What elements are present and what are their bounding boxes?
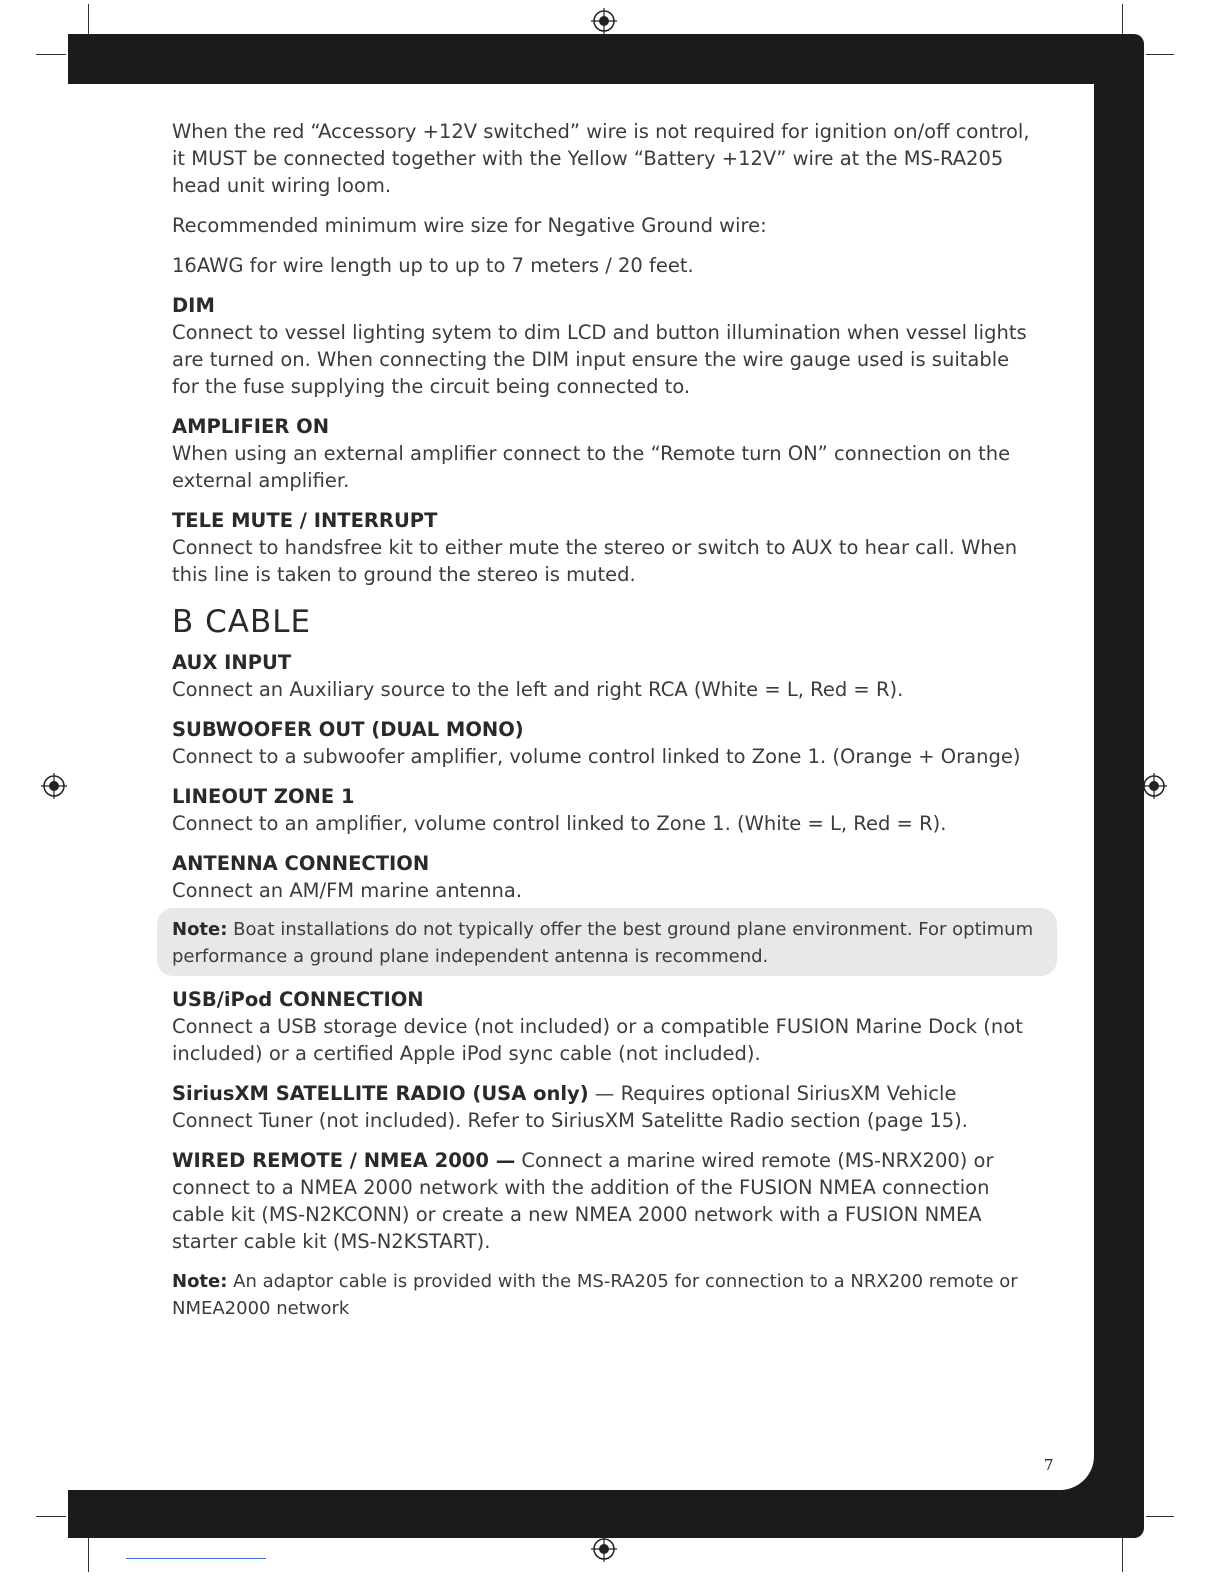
section-body: Connect a USB storage device (not included) or a compatible FUSION Marine Dock (not included) or a certified Apple iPod sync cable (not included). xyxy=(172,1015,1023,1065)
crop-mark xyxy=(36,54,66,55)
sirius-text: — Requires optional SiriusXM Vehicle Connect Tuner (not included). Refer to SiriusXM Satelitte Radio section (page 15). xyxy=(172,1082,968,1132)
section-body: When using an external amplifier connect to the “Remote turn ON” connection on the external amplifier. xyxy=(172,442,1011,492)
registration-mark-icon xyxy=(41,773,67,799)
b-cable-title: B CABLE xyxy=(172,604,312,640)
note-label: Note: xyxy=(172,1271,228,1292)
section-aux-input xyxy=(172,649,1042,703)
footer-rule xyxy=(126,1558,266,1559)
section-body: Connect to handsfree kit to either mute the stereo or switch to AUX to hear call. When this line is taken to ground the stereo is muted. xyxy=(172,536,1018,586)
wired-remote-heading: WIRED REMOTE / NMEA 2000 — xyxy=(172,1149,516,1172)
note-text: An adaptor cable is provided with the MS-RA205 for connection to a NRX200 remote or NMEA2000 network xyxy=(172,1271,1018,1319)
section-heading: AUX INPUT xyxy=(172,651,292,674)
section-heading: SUBWOOFER OUT (DUAL MONO) xyxy=(172,718,524,741)
page-number: 7 xyxy=(1044,1456,1054,1474)
wired-remote-text: Connect a marine wired remote (MS-NRX200) or connect to a NMEA 2000 network with the addition of the FUSION NMEA connection cable kit (MS-N2KCONN) or create a new NMEA 2000 network with a FUSION NMEA starter cable kit (MS-N2KSTART). xyxy=(172,1149,994,1253)
crop-mark xyxy=(36,1516,66,1517)
section-body: Connect an AM/FM marine antenna. xyxy=(172,879,523,902)
adaptor-note-paragraph xyxy=(172,1268,1042,1322)
note-text: Boat installations do not typically offer the best ground plane environment. For optimum performance a ground plane independent antenna is recommend. xyxy=(172,919,1034,967)
section-heading: AMPLIFIER ON xyxy=(172,415,330,438)
section-heading: ANTENNA CONNECTION xyxy=(172,852,430,875)
section-amplifier-on xyxy=(172,413,1042,494)
section-body: Connect to an amplifier, volume control linked to Zone 1. (White = L, Red = R). xyxy=(172,812,947,835)
wired-remote-paragraph xyxy=(172,1147,1042,1255)
antenna-note-box xyxy=(157,908,1057,976)
intro-paragraph: When the red “Accessory +12V switched” wire is not required for ignition on/off control, it MUST be connected together with the Yellow “Battery +12V” wire at the MS-RA205 head unit wiring loom. xyxy=(172,120,1030,197)
section-lineout-zone1 xyxy=(172,783,1042,837)
section-heading: DIM xyxy=(172,294,215,317)
registration-mark-icon xyxy=(591,8,617,34)
page-content xyxy=(172,118,1042,1335)
section-heading: LINEOUT ZONE 1 xyxy=(172,785,355,808)
crop-mark xyxy=(88,1532,89,1572)
registration-mark-icon xyxy=(1141,773,1167,799)
intro-paragraph: Recommended minimum wire size for Negative Ground wire: xyxy=(172,214,767,237)
sirius-heading: SiriusXM SATELLITE RADIO (USA only) xyxy=(172,1082,589,1105)
section-antenna-connection xyxy=(172,850,1042,904)
section-body: Connect an Auxiliary source to the left and right RCA (White = L, Red = R). xyxy=(172,678,904,701)
section-dim xyxy=(172,292,1042,400)
registration-mark-icon xyxy=(591,1536,617,1562)
section-heading: USB/iPod CONNECTION xyxy=(172,988,424,1011)
section-heading: TELE MUTE / INTERRUPT xyxy=(172,509,438,532)
crop-mark xyxy=(1146,1516,1174,1517)
section-body: Connect to a subwoofer amplifier, volume control linked to Zone 1. (Orange + Orange) xyxy=(172,745,1021,768)
crop-mark xyxy=(1122,1532,1123,1572)
crop-mark xyxy=(1146,54,1174,55)
section-usb-connection xyxy=(172,986,1042,1067)
intro-paragraph: 16AWG for wire length up to up to 7 meters / 20 feet. xyxy=(172,254,694,277)
note-label: Note: xyxy=(172,919,228,940)
section-subwoofer-out xyxy=(172,716,1042,770)
section-body: Connect to vessel lighting sytem to dim LCD and button illumination when vessel lights are turned on. When connecting the DIM input ensure the wire gauge used is suitable for the fuse supplying the circuit being connected to. xyxy=(172,321,1027,398)
section-tele-mute xyxy=(172,507,1042,588)
sirius-paragraph xyxy=(172,1080,1042,1134)
